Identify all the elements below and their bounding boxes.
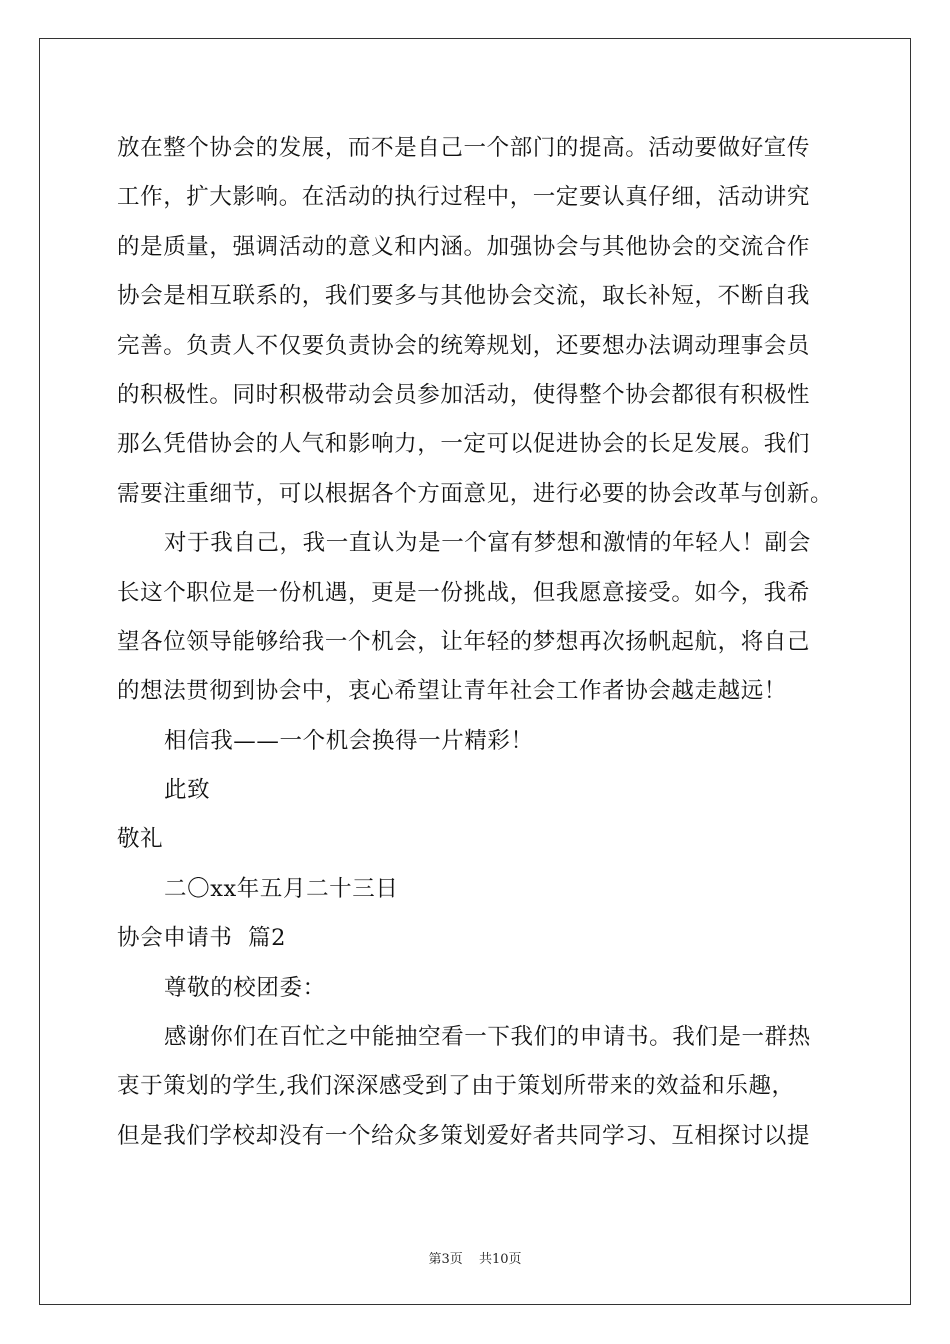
closing-believe: 相信我——一个机会换得一片精彩！ <box>164 727 534 754</box>
text-line: 完善。负责人不仅要负责协会的统筹规划，还要想办法调动理事会员 <box>117 332 811 359</box>
text-line: 长这个职位是一份机遇，更是一份挑战，但我愿意接受。如今，我希 <box>117 579 811 606</box>
page-footer <box>0 1248 950 1267</box>
text-line: 望各位领导能够给我一个机会，让年轻的梦想再次扬帆起航，将自己 <box>117 628 811 655</box>
text-line: 放在整个协会的发展，而不是自己一个部门的提高。活动要做好宣传 <box>117 135 811 161</box>
text-line: 的想法贯彻到协会中，衷心希望让青年社会工作者协会越走越远！ <box>117 678 787 705</box>
paragraph-2 <box>117 519 857 717</box>
closing-date: 二〇xx年五月二十三日 <box>164 875 399 902</box>
section-title: 协会申请书 篇2 <box>117 925 287 952</box>
document-body <box>117 124 857 1161</box>
text-line: 协会是相互联系的，我们要多与其他协会交流，取长补短，不断自我 <box>117 283 811 310</box>
page-number: 第3页 <box>428 1252 463 1267</box>
text-line: 衷于策划的学生,我们深深感受到了由于策划所带来的效益和乐趣， <box>117 1073 795 1100</box>
paragraph-1 <box>117 124 857 519</box>
text-line: 对于我自己，我一直认为是一个富有梦想和激情的年轻人！副会 <box>164 530 811 557</box>
text-line: 但是我们学校却没有一个给众多策划爱好者共同学习、互相探讨以提 <box>117 1122 811 1149</box>
text-line: 那么凭借协会的人气和影响力，一定可以促进协会的长足发展。我们 <box>117 431 811 458</box>
page-total: 共10页 <box>478 1252 522 1267</box>
closing-cizhi: 此致 <box>164 777 211 804</box>
paragraph-3 <box>117 1013 857 1161</box>
text-line: 的积极性。同时积极带动会员参加活动，使得整个协会都很有积极性 <box>117 381 811 408</box>
salutation: 尊敬的校团委： <box>164 974 326 1001</box>
text-line: 感谢你们在百忙之中能抽空看一下我们的申请书。我们是一群热 <box>164 1024 811 1051</box>
text-line: 的是质量，强调活动的意义和内涵。加强协会与其他协会的交流合作 <box>117 233 811 260</box>
text-line: 工作，扩大影响。在活动的执行过程中，一定要认真仔细，活动讲究 <box>117 184 811 211</box>
text-line: 需要注重细节，可以根据各个方面意见，进行必要的协会改革与创新。 <box>117 480 834 507</box>
closing-jingli: 敬礼 <box>117 826 164 853</box>
